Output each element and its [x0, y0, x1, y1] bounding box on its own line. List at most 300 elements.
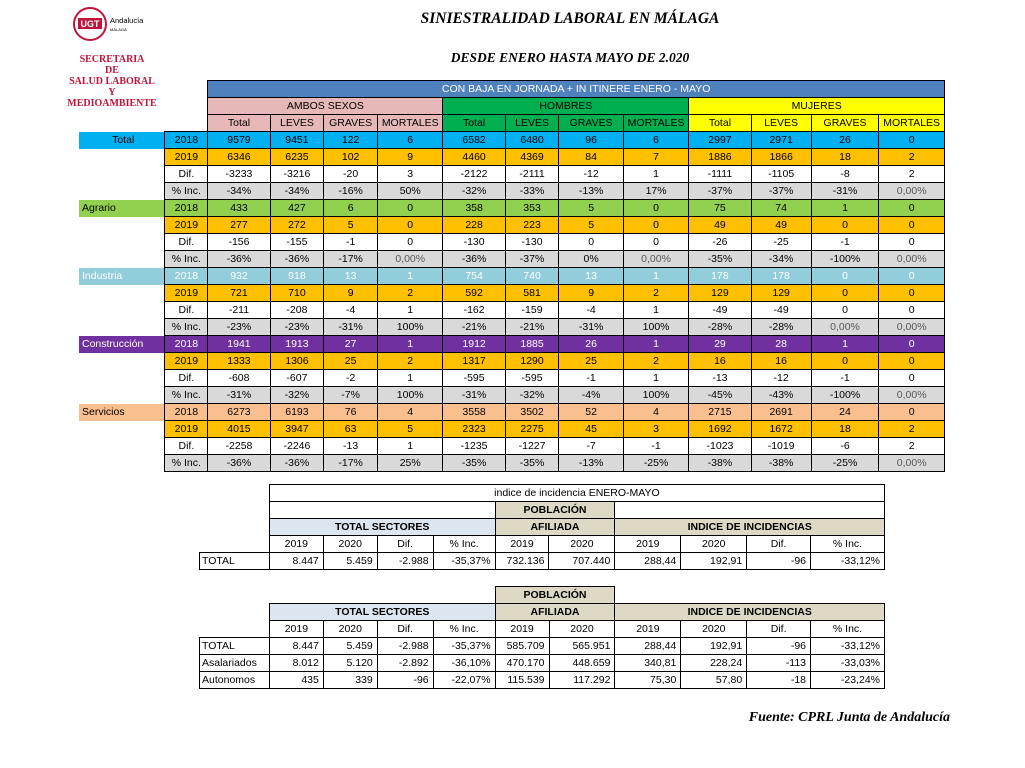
inc-data-cell: -2.988	[377, 638, 433, 655]
inc-data-cell: 707.440	[549, 553, 615, 570]
data-cell: 6273	[208, 404, 270, 421]
inc-data-cell: -35,37%	[433, 638, 495, 655]
data-cell: 0,00%	[879, 455, 945, 472]
row-label: 2018	[165, 336, 208, 353]
data-cell: 0	[879, 353, 945, 370]
row-label: 2019	[165, 217, 208, 234]
data-cell: -25	[751, 234, 811, 251]
data-cell: 2	[623, 353, 688, 370]
inc-data-cell: 8.012	[269, 655, 323, 672]
data-cell: -595	[505, 370, 559, 387]
inc-data-cell: -35,37%	[433, 553, 495, 570]
table-row	[79, 234, 945, 251]
data-cell: 63	[324, 421, 378, 438]
data-cell: 1	[377, 302, 442, 319]
inc-data-cell: -23,24%	[811, 672, 885, 689]
data-cell: 49	[689, 217, 751, 234]
data-cell: -208	[270, 302, 324, 319]
data-cell: 0,00%	[879, 387, 945, 404]
column-header: GRAVES	[559, 115, 623, 132]
data-cell: -1227	[505, 438, 559, 455]
inc-column-header: Dif.	[747, 621, 811, 638]
data-cell: 28	[751, 336, 811, 353]
inc-data-cell: 192,91	[681, 638, 747, 655]
row-label: Dif.	[165, 438, 208, 455]
inc-column-header: Dif.	[377, 621, 433, 638]
data-cell: -13	[324, 438, 378, 455]
data-cell: 2	[623, 285, 688, 302]
data-cell: 1	[377, 336, 442, 353]
data-cell: 25	[559, 353, 623, 370]
inc-column-header: 2019	[495, 621, 549, 638]
data-cell: -162	[443, 302, 505, 319]
data-cell: -16%	[324, 183, 378, 200]
data-cell: -2	[324, 370, 378, 387]
row-label: Dif.	[165, 234, 208, 251]
data-cell: -1	[811, 234, 879, 251]
table-row	[79, 268, 945, 285]
table-row	[79, 166, 945, 183]
data-cell: 1	[623, 336, 688, 353]
inc-column-header: 2020	[549, 536, 615, 553]
data-cell: 6235	[270, 149, 324, 166]
incidence-table-2	[199, 586, 885, 689]
data-cell: 358	[443, 200, 505, 217]
row-label: % Inc.	[165, 455, 208, 472]
data-cell: -13%	[559, 455, 623, 472]
table-row	[79, 387, 945, 404]
inc-data-cell: -33,12%	[811, 638, 885, 655]
column-header: LEVES	[270, 115, 324, 132]
data-cell: 0	[623, 234, 688, 251]
data-cell: 228	[443, 217, 505, 234]
data-cell: 0	[377, 217, 442, 234]
data-cell: -34%	[270, 183, 324, 200]
data-cell: 1912	[443, 336, 505, 353]
inc-data-cell: -2.988	[377, 553, 433, 570]
inc-column-header: 2019	[269, 621, 323, 638]
data-cell: -37%	[505, 251, 559, 268]
data-cell: 4015	[208, 421, 270, 438]
inc-row-label: Autonomos	[200, 672, 270, 689]
data-cell: 0,00%	[879, 251, 945, 268]
inc-data-cell: 5.459	[323, 638, 377, 655]
secretaria-line-2: DE	[105, 65, 119, 76]
column-header: Total	[208, 115, 270, 132]
indice-header: INDICE DE INCIDENCIAS	[615, 519, 885, 536]
data-cell: 49	[751, 217, 811, 234]
data-cell: 50%	[377, 183, 442, 200]
data-cell: -7	[559, 438, 623, 455]
data-cell: 721	[208, 285, 270, 302]
data-cell: -1023	[689, 438, 751, 455]
data-cell: 25%	[377, 455, 442, 472]
data-cell: -21%	[505, 319, 559, 336]
inc-data-cell: 5.120	[323, 655, 377, 672]
data-cell: -49	[689, 302, 751, 319]
data-cell: 1	[623, 166, 688, 183]
data-cell: 1	[377, 268, 442, 285]
inc-column-header: 2019	[495, 536, 549, 553]
data-cell: -4	[324, 302, 378, 319]
data-cell: 2	[879, 166, 945, 183]
row-label: % Inc.	[165, 387, 208, 404]
group-header: HOMBRES	[443, 98, 689, 115]
data-cell: -37%	[689, 183, 751, 200]
data-cell: 129	[689, 285, 751, 302]
data-cell: -17%	[324, 455, 378, 472]
inc-column-header: 2020	[549, 621, 615, 638]
group-header: MUJERES	[689, 98, 945, 115]
data-cell: 18	[811, 149, 879, 166]
data-cell: 96	[559, 132, 623, 149]
incidence-table	[199, 484, 885, 570]
data-cell: 2971	[751, 132, 811, 149]
table-row	[79, 302, 945, 319]
data-cell: -8	[811, 166, 879, 183]
inc-data-cell: 192,91	[681, 553, 747, 570]
data-cell: 25	[324, 353, 378, 370]
row-label: Dif.	[165, 166, 208, 183]
data-cell: -36%	[270, 455, 324, 472]
data-cell: 178	[689, 268, 751, 285]
row-label: % Inc.	[165, 319, 208, 336]
data-cell: 1290	[505, 353, 559, 370]
data-cell: 45	[559, 421, 623, 438]
data-cell: -13	[689, 370, 751, 387]
data-cell: 2	[377, 353, 442, 370]
data-cell: -36%	[270, 251, 324, 268]
data-cell: -1	[623, 438, 688, 455]
data-cell: 0	[811, 268, 879, 285]
top-header: CON BAJA EN JORNADA + IN ITINERE ENERO - MAYO	[208, 81, 945, 98]
row-label: 2019	[165, 353, 208, 370]
data-cell: 1	[623, 268, 688, 285]
data-cell: 16	[689, 353, 751, 370]
data-cell: -21%	[443, 319, 505, 336]
data-cell: 4	[623, 404, 688, 421]
data-cell: 0,00%	[377, 251, 442, 268]
inc-row-label: TOTAL	[200, 638, 270, 655]
table-row	[79, 251, 945, 268]
group-header: AMBOS SEXOS	[208, 98, 443, 115]
data-cell: 0	[879, 200, 945, 217]
inc-column-header: 2020	[323, 621, 377, 638]
table-row	[79, 421, 945, 438]
data-cell: 4460	[443, 149, 505, 166]
sector-label: Servicios	[79, 404, 165, 421]
data-cell: 13	[559, 268, 623, 285]
inc-row-label: Asalariados	[200, 655, 270, 672]
data-cell: -26	[689, 234, 751, 251]
inc-data-cell: -36,10%	[433, 655, 495, 672]
table-row	[79, 455, 945, 472]
data-cell: 5	[559, 200, 623, 217]
secretaria-line-5: MEDIOAMBIENTE	[67, 98, 157, 109]
inc-row-label: TOTAL	[200, 553, 270, 570]
table-row	[200, 638, 885, 655]
inc-column-header: 2019	[615, 536, 681, 553]
data-cell: -38%	[689, 455, 751, 472]
table-row	[79, 149, 945, 166]
data-cell: 427	[270, 200, 324, 217]
data-cell: -159	[505, 302, 559, 319]
row-label: 2018	[165, 200, 208, 217]
inc-column-header: Dif.	[377, 536, 433, 553]
data-cell: 1692	[689, 421, 751, 438]
row-label: 2018	[165, 404, 208, 421]
poblacion-header: POBLACIÓN	[495, 502, 615, 519]
data-cell: -35%	[689, 251, 751, 268]
data-cell: 1672	[751, 421, 811, 438]
data-cell: 710	[270, 285, 324, 302]
inc-data-cell: 340,81	[615, 655, 681, 672]
inc-data-cell: 8.447	[269, 553, 323, 570]
column-header: LEVES	[505, 115, 559, 132]
row-label: 2019	[165, 149, 208, 166]
column-header: Total	[689, 115, 751, 132]
data-cell: 9	[377, 149, 442, 166]
inc-column-header: 2019	[615, 621, 681, 638]
data-cell: 2997	[689, 132, 751, 149]
row-label: 2019	[165, 421, 208, 438]
column-header: MORTALES	[377, 115, 442, 132]
inc-data-cell: 565.951	[549, 638, 615, 655]
data-cell: -23%	[270, 319, 324, 336]
data-cell: -33%	[505, 183, 559, 200]
data-cell: 6	[324, 200, 378, 217]
data-cell: 0	[879, 217, 945, 234]
data-cell: 1941	[208, 336, 270, 353]
inc-data-cell: 435	[269, 672, 323, 689]
inc-column-header: % Inc.	[811, 621, 885, 638]
data-cell: 272	[270, 217, 324, 234]
data-cell: 0	[811, 285, 879, 302]
data-cell: 0	[879, 234, 945, 251]
data-cell: -100%	[811, 251, 879, 268]
data-cell: -211	[208, 302, 270, 319]
data-cell: -34%	[751, 251, 811, 268]
data-cell: 84	[559, 149, 623, 166]
data-cell: 2323	[443, 421, 505, 438]
row-label: Dif.	[165, 302, 208, 319]
data-cell: -2111	[505, 166, 559, 183]
data-cell: -607	[270, 370, 324, 387]
table-row	[200, 553, 885, 570]
inc-data-cell: 228,24	[681, 655, 747, 672]
data-cell: 0	[879, 268, 945, 285]
row-label: Dif.	[165, 370, 208, 387]
data-cell: 16	[751, 353, 811, 370]
data-cell: 6	[623, 132, 688, 149]
table-row	[79, 336, 945, 353]
data-cell: -2258	[208, 438, 270, 455]
data-cell: 1	[377, 438, 442, 455]
incidence-title: indice de incidencia ENERO-MAYO	[269, 485, 884, 502]
inc-data-cell: 585.709	[495, 638, 549, 655]
secretaria-line-4: Y	[108, 87, 116, 98]
data-cell: -1235	[443, 438, 505, 455]
accidents-table	[79, 80, 945, 472]
data-cell: 4	[377, 404, 442, 421]
data-cell: 2	[377, 285, 442, 302]
inc-column-header: Dif.	[747, 536, 811, 553]
data-cell: 52	[559, 404, 623, 421]
data-cell: 0	[879, 302, 945, 319]
table-row	[79, 285, 945, 302]
data-cell: 100%	[377, 387, 442, 404]
table-row	[200, 655, 885, 672]
data-cell: 0,00%	[623, 251, 688, 268]
data-cell: -31%	[324, 319, 378, 336]
inc-column-header: % Inc.	[811, 536, 885, 553]
data-cell: -4%	[559, 387, 623, 404]
data-cell: -1	[324, 234, 378, 251]
inc-data-cell: 448.659	[549, 655, 615, 672]
data-cell: -3216	[270, 166, 324, 183]
data-cell: -100%	[811, 387, 879, 404]
data-cell: 74	[751, 200, 811, 217]
data-cell: 2	[879, 438, 945, 455]
table-row	[79, 353, 945, 370]
inc-data-cell: -113	[747, 655, 811, 672]
data-cell: 0,00%	[811, 319, 879, 336]
data-cell: -7%	[324, 387, 378, 404]
data-cell: 3947	[270, 421, 324, 438]
data-cell: 6	[377, 132, 442, 149]
poblacion-header-2: POBLACIÓN	[495, 587, 615, 604]
afiliada-header: AFILIADA	[495, 519, 615, 536]
table-row	[79, 132, 945, 149]
inc-data-cell: 288,44	[615, 638, 681, 655]
table-row	[200, 672, 885, 689]
data-cell: -43%	[751, 387, 811, 404]
data-cell: 9579	[208, 132, 270, 149]
data-cell: 1	[623, 370, 688, 387]
data-cell: -1105	[751, 166, 811, 183]
data-cell: 0%	[559, 251, 623, 268]
data-cell: 75	[689, 200, 751, 217]
inc-data-cell: 117.292	[549, 672, 615, 689]
data-cell: 0	[623, 217, 688, 234]
data-cell: 26	[559, 336, 623, 353]
data-cell: -130	[443, 234, 505, 251]
data-cell: -35%	[505, 455, 559, 472]
table-row	[79, 217, 945, 234]
data-cell: -608	[208, 370, 270, 387]
data-cell: -45%	[689, 387, 751, 404]
inc-data-cell: 470.170	[495, 655, 549, 672]
data-cell: 223	[505, 217, 559, 234]
data-cell: 7	[623, 149, 688, 166]
data-cell: 3	[377, 166, 442, 183]
data-cell: 1317	[443, 353, 505, 370]
data-cell: -37%	[751, 183, 811, 200]
data-cell: 6480	[505, 132, 559, 149]
data-cell: 0	[811, 217, 879, 234]
inc-data-cell: -18	[747, 672, 811, 689]
inc-data-cell: -96	[747, 553, 811, 570]
table-row	[79, 438, 945, 455]
data-cell: 5	[324, 217, 378, 234]
sector-label: Agrario	[79, 200, 165, 217]
logo-city: MÁLAGA	[110, 27, 127, 32]
data-cell: -25%	[623, 455, 688, 472]
data-cell: 26	[811, 132, 879, 149]
data-cell: 277	[208, 217, 270, 234]
data-cell: -28%	[751, 319, 811, 336]
data-cell: -31%	[811, 183, 879, 200]
inc-data-cell: -33,03%	[811, 655, 885, 672]
data-cell: -13%	[559, 183, 623, 200]
data-cell: 3558	[443, 404, 505, 421]
data-cell: 129	[751, 285, 811, 302]
data-cell: -31%	[443, 387, 505, 404]
ugt-logo	[72, 6, 144, 42]
data-cell: -31%	[559, 319, 623, 336]
inc-data-cell: -22,07%	[433, 672, 495, 689]
total-sectores-header-2: TOTAL SECTORES	[269, 604, 495, 621]
data-cell: -32%	[270, 387, 324, 404]
data-cell: 1	[623, 302, 688, 319]
sector-label: Total	[79, 132, 165, 149]
data-cell: 6582	[443, 132, 505, 149]
data-cell: -28%	[689, 319, 751, 336]
data-cell: 0	[879, 370, 945, 387]
inc-column-header: 2019	[269, 536, 323, 553]
inc-data-cell: 75,30	[615, 672, 681, 689]
data-cell: 9451	[270, 132, 324, 149]
data-cell: 592	[443, 285, 505, 302]
data-cell: -155	[270, 234, 324, 251]
table-row	[79, 200, 945, 217]
column-header: Total	[443, 115, 505, 132]
data-cell: -2122	[443, 166, 505, 183]
data-cell: 0	[879, 285, 945, 302]
data-cell: -32%	[443, 183, 505, 200]
data-cell: -156	[208, 234, 270, 251]
data-cell: 1913	[270, 336, 324, 353]
data-cell: -1019	[751, 438, 811, 455]
data-cell: 918	[270, 268, 324, 285]
data-cell: 9	[324, 285, 378, 302]
inc-data-cell: 5.459	[323, 553, 377, 570]
data-cell: -130	[505, 234, 559, 251]
source-note: Fuente: CPRL Junta de Andalucía	[748, 710, 950, 725]
table-row	[79, 183, 945, 200]
row-label: % Inc.	[165, 251, 208, 268]
secretaria-line-3: SALUD LABORAL	[69, 76, 155, 87]
data-cell: -36%	[443, 251, 505, 268]
data-cell: 17%	[623, 183, 688, 200]
inc-data-cell: -96	[377, 672, 433, 689]
data-cell: 102	[324, 149, 378, 166]
inc-data-cell: -2.892	[377, 655, 433, 672]
logo-region: Andalucía	[110, 16, 144, 25]
column-header: MORTALES	[879, 115, 945, 132]
data-cell: 932	[208, 268, 270, 285]
afiliada-header-2: AFILIADA	[495, 604, 615, 621]
data-cell: 0	[811, 302, 879, 319]
data-cell: 13	[324, 268, 378, 285]
data-cell: -1111	[689, 166, 751, 183]
data-cell: 0	[879, 404, 945, 421]
data-cell: -595	[443, 370, 505, 387]
data-cell: 0	[879, 132, 945, 149]
row-label: 2018	[165, 268, 208, 285]
data-cell: -35%	[443, 455, 505, 472]
inc-data-cell: -33,12%	[811, 553, 885, 570]
